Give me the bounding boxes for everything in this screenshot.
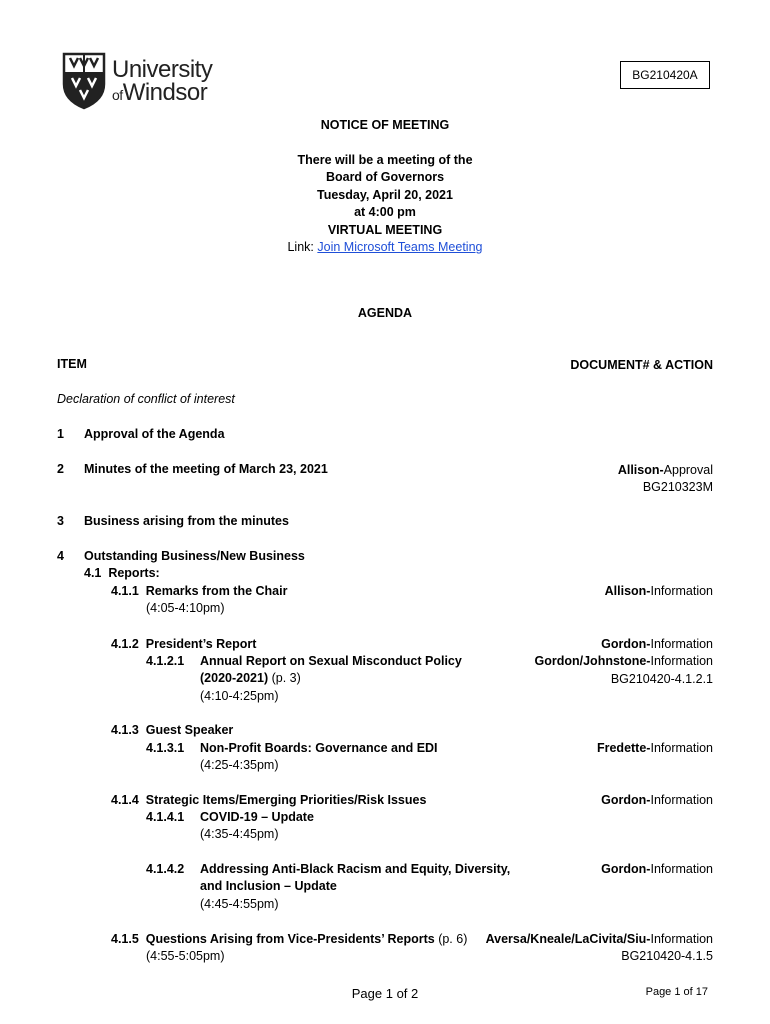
- item-action: [601, 861, 713, 878]
- document-number: BG210323M: [642, 480, 713, 495]
- item-action: [597, 740, 713, 757]
- item-number: 2: [57, 462, 64, 476]
- item-action: [535, 636, 714, 688]
- subitem-label: 4.1 Reports:: [84, 566, 160, 580]
- presenter: Gordon-: [601, 862, 651, 876]
- subitem-title-cont: (2020-2021): [200, 671, 269, 686]
- item-title: Business arising from the minutes: [84, 514, 289, 528]
- action-column-header: DOCUMENT# & ACTION: [570, 358, 713, 372]
- item-action: [486, 931, 713, 966]
- agenda-subitem: [200, 653, 462, 705]
- item-action: [601, 792, 713, 809]
- page-ref: (p. 3): [268, 671, 301, 686]
- item-number: 4: [57, 549, 64, 563]
- overall-page-number: Page 1 of 17: [645, 986, 708, 998]
- item-column-header: ITEM: [57, 357, 87, 371]
- notice-title: NOTICE OF MEETING: [320, 118, 450, 132]
- presenter: Aversa/Kneale/LaCivita/Siu-: [485, 932, 651, 946]
- subitem-title: COVID-19 – Update: [200, 810, 314, 824]
- subitem-title: Non-Profit Boards: Governance and EDI: [200, 741, 438, 755]
- logo-line1: University: [112, 56, 213, 83]
- time-slot: (4:10-4:25pm): [200, 688, 279, 703]
- agenda-subitem: [111, 583, 287, 618]
- declaration-text: Declaration of conflict of interest: [57, 392, 235, 406]
- action-type: Information: [650, 793, 713, 807]
- subitem-label: 4.1.5 Questions Arising from Vice-Presidents’ Reports: [111, 932, 435, 946]
- subitem-title: Annual Report on Sexual Misconduct Policy: [200, 654, 462, 668]
- document-number: BG210420-4.1.2.1: [610, 671, 713, 686]
- time-slot: (4:55-5:05pm): [146, 949, 225, 964]
- meeting-line: VIRTUAL MEETING: [327, 222, 443, 237]
- page-ref: (p. 6): [434, 932, 468, 946]
- time-slot: (4:35-4:45pm): [200, 827, 279, 842]
- item-number: 1: [57, 427, 64, 441]
- action-type: Information: [650, 654, 713, 669]
- action-type: Approval: [663, 463, 713, 477]
- presenter: Fredette-: [596, 741, 651, 755]
- meeting-line: at 4:00 pm: [354, 205, 416, 220]
- document-id: BG210420A: [632, 68, 698, 82]
- subitem-number: 4.1.4.2: [146, 862, 185, 876]
- page-number: Page 1 of 2: [351, 986, 419, 1001]
- meeting-link-line: [0, 239, 770, 256]
- presenter: Allison-: [617, 463, 664, 477]
- item-action: [605, 583, 713, 600]
- subitem-number: 4.1.2.1: [146, 654, 185, 668]
- action-type: Information: [650, 932, 713, 946]
- university-shield-logo: [60, 50, 108, 113]
- logo-of: of: [112, 87, 123, 103]
- subitem-number: 4.1.3.1: [146, 741, 185, 755]
- presenter: Allison-: [604, 584, 651, 598]
- presenter: Gordon-: [601, 637, 651, 651]
- subitem-label: 4.1.3 Guest Speaker: [111, 723, 234, 737]
- meeting-line: Board of Governors: [325, 170, 445, 185]
- action-type: Information: [650, 741, 713, 755]
- subitem-label: 4.1.4 Strategic Items/Emerging Priorities/Risk Issues: [111, 793, 427, 807]
- time-slot: (4:05-4:10pm): [146, 601, 225, 616]
- logo-line2: Windsor: [122, 79, 208, 106]
- subitem-title-cont: and Inclusion – Update: [200, 879, 337, 894]
- meeting-details: [0, 152, 770, 239]
- document-number: BG210420-4.1.5: [621, 949, 713, 964]
- agenda-subitem: [200, 809, 314, 844]
- university-wordmark: [112, 58, 212, 107]
- action-type: Information: [650, 584, 713, 598]
- subitem-number: 4.1.4.1: [146, 810, 185, 824]
- meeting-line: There will be a meeting of the: [297, 153, 473, 167]
- item-title: Approval of the Agenda: [84, 427, 225, 441]
- item-title: Minutes of the meeting of March 23, 2021: [84, 462, 328, 476]
- time-slot: (4:25-4:35pm): [200, 758, 279, 773]
- subitem-title: Addressing Anti-Black Racism and Equity, Diversity,: [200, 862, 511, 876]
- item-number: 3: [57, 514, 64, 528]
- link-prefix: Link:: [287, 240, 318, 254]
- agenda-subitem: [111, 931, 467, 966]
- meeting-line: Tuesday, April 20, 2021: [317, 187, 453, 202]
- time-slot: (4:45-4:55pm): [200, 896, 279, 911]
- agenda-title: AGENDA: [357, 306, 413, 320]
- subitem-label: 4.1.2 President’s Report: [111, 637, 257, 651]
- item-title: Outstanding Business/New Business: [84, 549, 305, 563]
- action-type: Information: [650, 862, 713, 876]
- agenda-subitem: [200, 861, 510, 913]
- item-action: [618, 462, 713, 497]
- subitem-label: 4.1.1 Remarks from the Chair: [111, 584, 288, 598]
- agenda-subitem: [200, 740, 438, 775]
- presenter: Gordon-: [601, 793, 651, 807]
- action-type: Information: [650, 637, 713, 651]
- document-id-box: [620, 61, 710, 89]
- presenter: Gordon/Johnstone-: [534, 654, 651, 669]
- teams-meeting-link[interactable]: Join Microsoft Teams Meeting: [317, 240, 483, 254]
